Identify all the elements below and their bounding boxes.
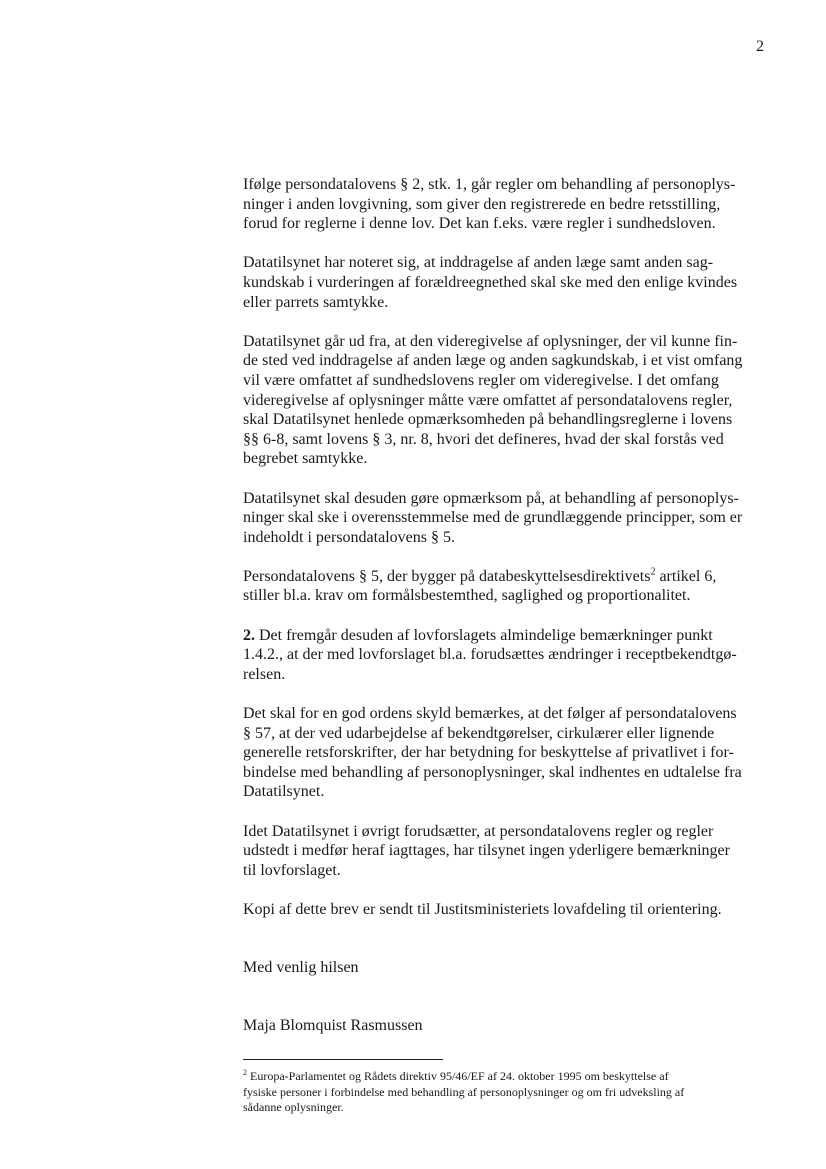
paragraph-1: Ifølge persondatalovens § 2, stk. 1, går regler om behandling af personoplys- ninger i anden lovgivning, som giver den registrerede en bedre retsstilling, forud for reglerne i denne lov. Det kan f.eks. være regler i sundhedsloven. (243, 176, 736, 233)
paragraph-3: Datatilsynet går ud fra, at den videregivelse af oplysninger, der vil kunne fin- de sted ved inddragelse af anden læge og anden sagkundskab, i et vist omfang vil være omfattet af sundhedslovens regler om videregivelse. I det omfang videregivelse af oplysninger måtte være omfattet af persondatalovens regler, skal Datatilsynet henlede opmærksomheden på behandlingsreglerne i lovens §§ 6-8, samt lovens § 3, nr. 8, hvori det defineres, hvad der skal forstås ved begrebet samtykke. (243, 332, 743, 468)
closing-greeting: Med venlig hilsen (243, 959, 359, 976)
paragraph-5 (243, 567, 773, 606)
footnote-text: Europa-Parlamentet og Rådets direktiv 95/46/EF af 24. oktober 1995 om beskyttelse af fysiske personer i forbindelse med behandling af personoplysninger og om fri udveksling af sådanne oplysninger. (243, 1069, 685, 1114)
paragraph-2: Datatilsynet har noteret sig, at inddragelse af anden læge samt anden sag- kundskab i vurderingen af forældreegnethed skal ske med den enlige kvindes eller parrets samtykke. (243, 254, 738, 311)
paragraph-8: Idet Datatilsynet i øvrigt forudsætter, at persondatalovens regler og regler udstedt i medfør heraf iagttages, har tilsynet ingen yderligere bemærkninger til lovforslaget. (243, 822, 730, 879)
signature-name: Maja Blomquist Rasmussen (243, 1017, 423, 1034)
paragraph-6 (243, 626, 773, 685)
paragraph-5-text-a: Persondatalovens § 5, der bygger på databeskyttelsesdirektivets (243, 567, 651, 585)
point-number: 2. (243, 626, 255, 644)
paragraph-6-text: Det fremgår desuden af lovforslagets almindelige bemærkninger punkt 1.4.2., at der med lovforslaget bl.a. forudsættes ændringer i receptbekendtgø- relsen. (243, 626, 737, 683)
footnote (243, 1069, 773, 1116)
footnote-reference: 2 (650, 566, 656, 578)
paragraph-4: Datatilsynet skal desuden gøre opmærksom på, at behandling af personoplys- ninger skal ske i overensstemmelse med de grundlæggende principper, som er indeholdt i persondatalovens § 5. (243, 489, 743, 546)
footnote-divider (243, 1059, 443, 1060)
paragraph-5-text-b: artikel 6, stiller bl.a. krav om formålsbestemthed, saglighed og proportionalitet. (243, 567, 717, 605)
footnote-number: 2 (243, 1068, 247, 1077)
paragraph-9: Kopi af dette brev er sendt til Justitsministeriets lovafdeling til orientering. (243, 900, 722, 918)
letter-body (243, 175, 773, 939)
page-number: 2 (756, 38, 764, 55)
paragraph-7: Det skal for en god ordens skyld bemærkes, at det følger af persondatalovens § 57, at der ved udarbejdelse af bekendtgørelser, cirkulærer eller lignende generelle retsforskrifter, der har betydning for beskyttelse af privatlivet i for- bindelse med behandling af personoplysninger, skal indhentes en udtalelse fra Datatilsynet. (243, 705, 742, 801)
